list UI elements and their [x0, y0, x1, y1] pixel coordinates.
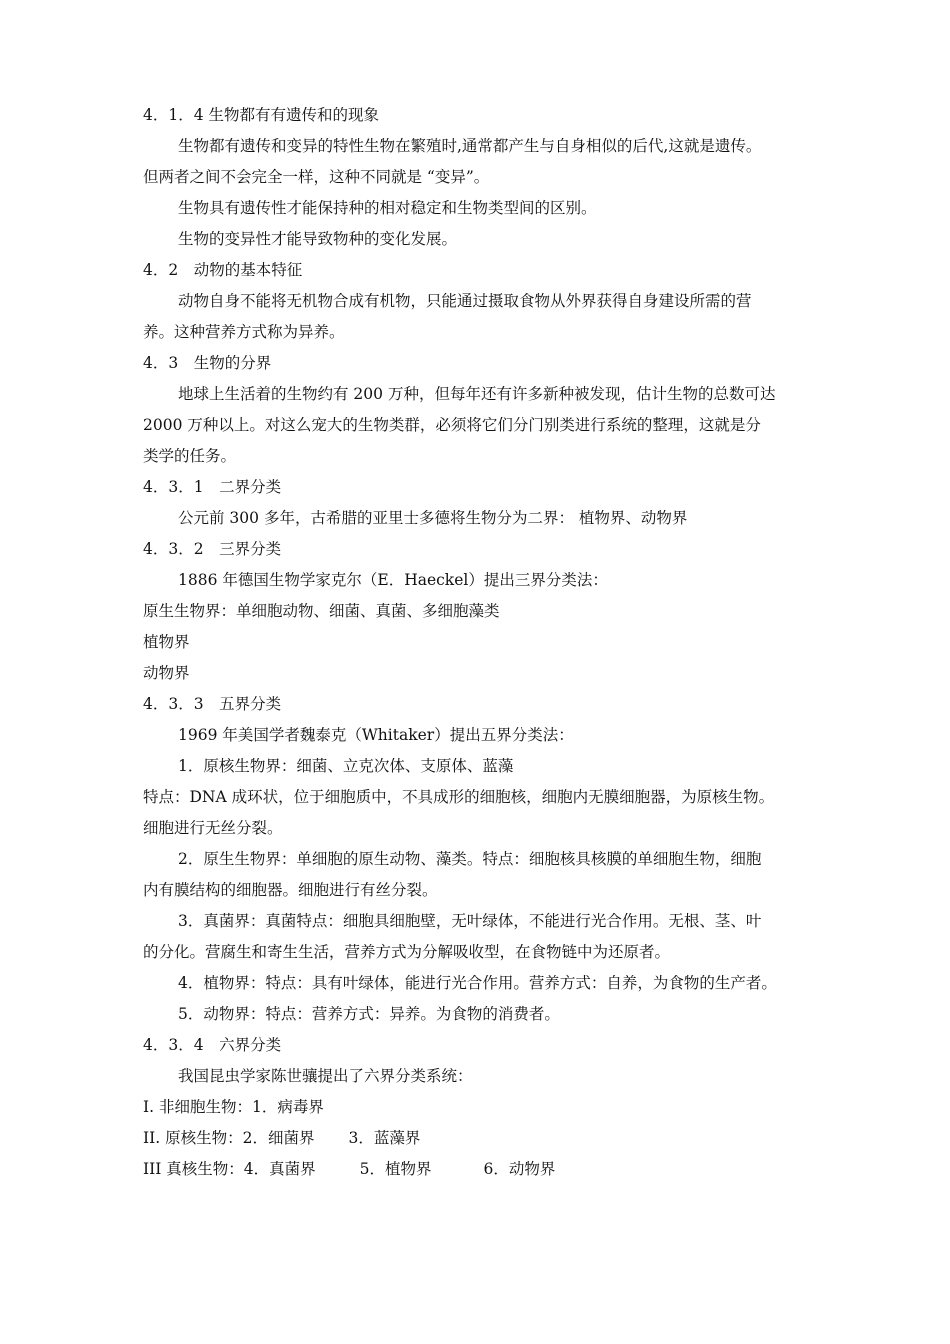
row-label: III 真核生物：: [143, 1160, 244, 1178]
text-line: 4．3．4 六界分类: [143, 1036, 282, 1054]
text-line: 类学的任务。: [143, 447, 237, 465]
text-line: 动物自身不能将无机物合成有机物，只能通过摄取食物从外界获得自身建设所需的营: [178, 292, 752, 310]
text-line: 原生生物界：单细胞动物、细菌、真菌、多细胞藻类: [143, 602, 500, 620]
text-line: 但两者之间不会完全一样，这种不同就是 “变异”。: [143, 168, 490, 186]
text-line: 地球上生活着的生物约有 200 万种，但每年还有许多新种被发现，估计生物的总数可达: [178, 385, 776, 403]
text-line: 我国昆虫学家陈世骧提出了六界分类系统：: [178, 1067, 473, 1085]
text-line: 动物界: [143, 664, 190, 682]
row-label: II. 原核生物：: [143, 1129, 243, 1147]
text-line: 4．3．2 三界分类: [143, 540, 282, 558]
text-line: 4．2 动物的基本特征: [143, 261, 303, 279]
kingdom-item: 5．植物界: [359, 1160, 432, 1178]
text-line: 2000 万种以上。对这么宠大的生物类群，必须将它们分门别类进行系统的整理，这就是分: [143, 416, 761, 434]
text-line: 4．3．1 二界分类: [143, 478, 282, 496]
text-line: 细胞进行无丝分裂。: [143, 819, 283, 837]
text-line: 5．动物界：特点：营养方式：异养。为食物的消费者。: [178, 1005, 560, 1023]
six-kingdom-row-1: [143, 1092, 823, 1123]
kingdom-item: 4．真菌界: [243, 1160, 316, 1178]
kingdom-item: 3．蓝藻界: [348, 1129, 421, 1147]
kingdom-item: 1．病毒界: [251, 1098, 324, 1116]
six-kingdom-row-3: [143, 1154, 823, 1185]
text-line: 生物的变异性才能导致物种的变化发展。: [178, 230, 458, 248]
text-line: 特点：DNA 成环状，位于细胞质中，不具成形的细胞核，细胞内无膜细胞器，为原核生物。: [143, 788, 775, 806]
text-line: 4．植物界：特点：具有叶绿体，能进行光合作用。营养方式：自养，为食物的生产者。: [178, 974, 777, 992]
kingdom-item: 6．动物界: [483, 1160, 556, 1178]
document-body: [143, 100, 823, 1092]
text-line: 4．1．4 生物都有有遗传和的现象: [143, 106, 380, 124]
text-line: 1886 年德国生物学家克尔（E．Haeckel）提出三界分类法：: [178, 571, 608, 589]
text-line: 植物界: [143, 633, 190, 651]
text-line: 养。这种营养方式称为异养。: [143, 323, 345, 341]
text-line: 1．原核生物界：细菌、立克次体、支原体、蓝藻: [178, 757, 514, 775]
text-line: 4．3．3 五界分类: [143, 695, 282, 713]
document-page: [143, 100, 823, 1185]
text-line: 的分化。营腐生和寄生生活，营养方式为分解吸收型，在食物链中为还原者。: [143, 943, 671, 961]
text-line: 4．3 生物的分界: [143, 354, 272, 372]
text-line: 生物具有遗传性才能保持种的相对稳定和生物类型间的区别。: [178, 199, 597, 217]
six-kingdom-row-2: [143, 1123, 823, 1154]
text-line: 公元前 300 多年，古希腊的亚里士多德将生物分为二界： 植物界、动物界: [178, 509, 688, 527]
row-label: I. 非细胞生物：: [143, 1098, 252, 1116]
text-line: 1969 年美国学者魏泰克（Whitaker）提出五界分类法：: [178, 726, 574, 744]
text-line: 3．真菌界：真菌特点：细胞具细胞壁，无叶绿体，不能进行光合作用。无根、茎、叶: [178, 912, 762, 930]
text-line: 内有膜结构的细胞器。细胞进行有丝分裂。: [143, 881, 438, 899]
kingdom-item: 2．细菌界: [242, 1129, 315, 1147]
text-line: 生物都有遗传和变异的特性生物在繁殖时,通常都产生与自身相似的后代,这就是遗传。: [178, 137, 762, 155]
text-line: 2．原生生物界：单细胞的原生动物、藻类。特点：细胞核具核膜的单细胞生物，细胞: [178, 850, 762, 868]
